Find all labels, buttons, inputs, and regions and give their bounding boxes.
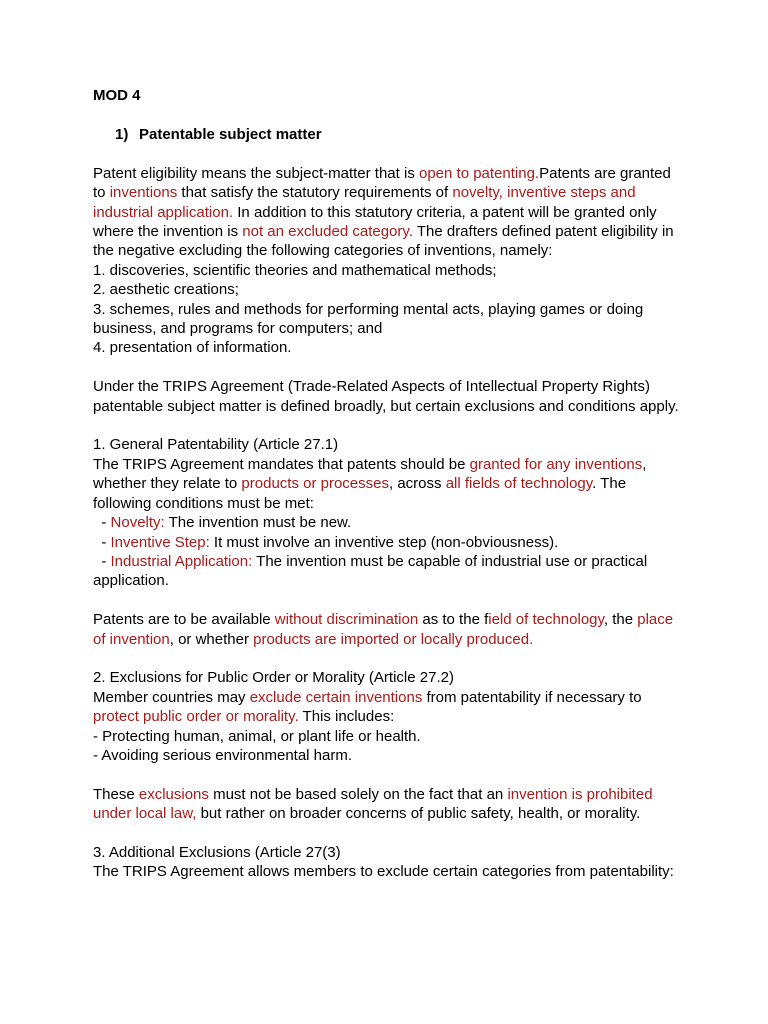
list-item: 2. aesthetic creations; bbox=[93, 281, 239, 299]
list-item: - Avoiding serious environmental harm. bbox=[93, 746, 353, 764]
list-item: 1. discoveries, scientific theories and mathematical methods; bbox=[93, 261, 497, 279]
condition-item bbox=[93, 552, 683, 591]
text-run: , across bbox=[389, 475, 446, 493]
text-run: It must involve an inventive step (non-obviousness). bbox=[209, 533, 559, 551]
condition-item bbox=[93, 533, 683, 552]
text-run: In addition to this statutory criteria, a patent will be granted only where the invention is bbox=[93, 203, 661, 241]
highlighted-text: granted for any inventions bbox=[469, 455, 643, 473]
highlighted-text: products or processes bbox=[241, 475, 389, 493]
text-run: , or whether bbox=[169, 630, 254, 648]
highlighted-text: not an excluded category. bbox=[242, 223, 413, 241]
text-run: as to the f bbox=[418, 611, 489, 629]
text-run: These bbox=[93, 785, 139, 803]
highlighted-text: exclude certain inventions bbox=[249, 688, 423, 706]
highlighted-text: products are imported or locally produced. bbox=[253, 630, 534, 648]
text-run: - bbox=[93, 552, 111, 570]
text-run: that satisfy the statutory requirements of bbox=[177, 184, 453, 202]
highlighted-text: place of invention bbox=[93, 611, 674, 648]
list-item: - Protecting human, animal, or plant life or health. bbox=[93, 727, 421, 745]
highlighted-text: Novelty: bbox=[110, 514, 165, 532]
section-2-title: 2. Exclusions for Public Order or Morality (Article 27.2) bbox=[93, 669, 454, 687]
heading-number: 1) bbox=[115, 126, 129, 144]
text-run: Patent eligibility means the subject-matter that is bbox=[93, 164, 419, 182]
text-run: Patents are granted to bbox=[93, 164, 671, 202]
section-3-body: The TRIPS Agreement allows members to exclude certain categories from patentability: bbox=[93, 863, 674, 881]
highlighted-text: novelty, inventive steps and industrial application. bbox=[93, 184, 636, 221]
highlighted-text: open to patenting. bbox=[419, 164, 540, 182]
text-run: The TRIPS Agreement mandates that patents should be bbox=[93, 455, 470, 473]
highlighted-text: invention is prohibited under local law, bbox=[93, 785, 653, 823]
intro-paragraph bbox=[93, 164, 683, 261]
document-page bbox=[93, 86, 683, 882]
highlighted-text: ield of technology bbox=[488, 611, 604, 629]
text-run: - bbox=[93, 514, 111, 532]
text-run: from patentability if necessary to bbox=[422, 688, 646, 706]
text-run: but rather on broader concerns of public safety, health, or morality. bbox=[196, 805, 641, 823]
text-run: This includes: bbox=[298, 708, 395, 726]
list-item: 3. schemes, rules and methods for performing mental acts, playing games or doing business, and programs for computers; and bbox=[93, 300, 644, 338]
condition-item bbox=[93, 513, 683, 532]
text-run: Member countries may bbox=[93, 688, 250, 706]
section-1-title: 1. General Patentability (Article 27.1) bbox=[93, 436, 339, 454]
highlighted-text: exclusions bbox=[138, 785, 209, 803]
document-title: MOD 4 bbox=[93, 87, 141, 104]
highlighted-text: all fields of technology bbox=[445, 475, 593, 493]
text-run: , whether they relate to bbox=[93, 455, 647, 493]
trips-intro-paragraph: Under the TRIPS Agreement (Trade-Related Aspects of Intellectual Property Rights) patentable subject matter is defined broadly, but certain exclusions and conditions apply. bbox=[93, 378, 679, 415]
text-run: The invention must be new. bbox=[164, 514, 352, 532]
section-1-paragraph-2 bbox=[93, 610, 683, 649]
text-run: - bbox=[93, 533, 111, 551]
text-run: The invention must be capable of industrial use or practical application. bbox=[93, 552, 652, 590]
text-run: , the bbox=[603, 611, 638, 629]
conditions-list bbox=[93, 513, 683, 591]
highlighted-text: Inventive Step: bbox=[110, 533, 210, 551]
text-run: The drafters defined patent eligibility in the negative excluding the following categories of inventions, namely: bbox=[93, 223, 678, 260]
heading-text: Patentable subject matter bbox=[139, 126, 322, 144]
text-run: Patents are to be available bbox=[93, 611, 275, 629]
excluded-categories-list bbox=[93, 261, 683, 358]
text-run: must not be based solely on the fact that an bbox=[208, 785, 508, 803]
highlighted-text: protect public order or morality. bbox=[93, 708, 299, 726]
highlighted-text: inventions bbox=[109, 184, 178, 202]
public-order-list bbox=[93, 727, 683, 766]
section-heading bbox=[93, 125, 683, 144]
section-2-body bbox=[93, 688, 683, 727]
list-item: 4. presentation of information. bbox=[93, 339, 292, 357]
highlighted-text: without discrimination bbox=[274, 611, 419, 629]
highlighted-text: Industrial Application: bbox=[110, 552, 253, 570]
section-3-title: 3. Additional Exclusions (Article 27(3) bbox=[93, 843, 341, 861]
text-run: . The following conditions must be met: bbox=[93, 475, 627, 512]
section-2-paragraph-2 bbox=[93, 785, 683, 824]
section-1-body bbox=[93, 455, 683, 513]
